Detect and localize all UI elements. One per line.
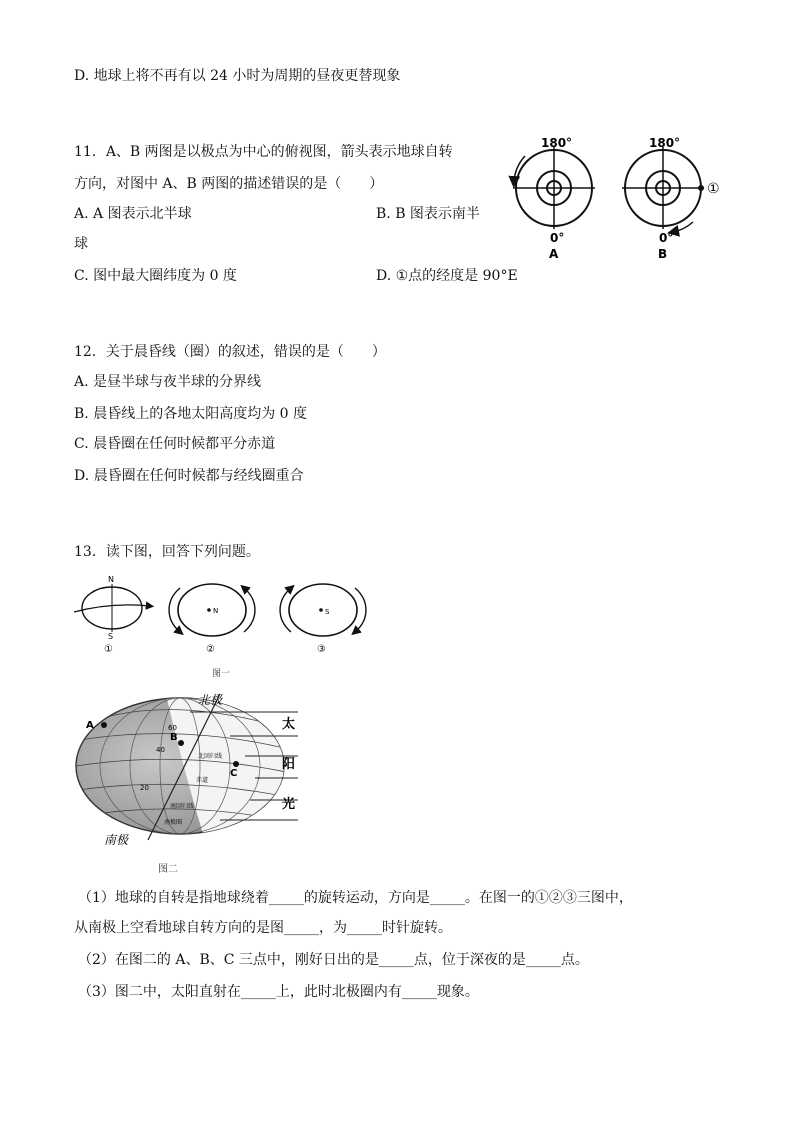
q11-stem-line1: 11．A、B 两图是以极点为中心的俯视图，箭头表示地球自转 [74, 144, 453, 160]
fig2-point-a-label: A [86, 720, 94, 731]
q12-option-d: D. 晨昏圈在任何时候都与经线圈重合 [74, 468, 304, 484]
b-top-longitude-label: 180° [649, 136, 681, 150]
fig1-panel-3 [280, 584, 366, 655]
q13-sub1-line1: （1）地球的自转是指地球绕着_____的旋转运动，方向是_____。在图一的①②③三图中， [78, 890, 633, 906]
q13-sub2: （2）在图二的 A、B、C 三点中，刚好日出的是_____点，位于深夜的是_____点。 [78, 952, 589, 968]
q13-figure-one [70, 572, 380, 682]
q12-option-a: A. 是昼半球与夜半球的分界线 [74, 374, 262, 390]
fig1-3-south-label: S [325, 608, 330, 616]
fig1-caption: 图一 [212, 669, 231, 679]
fig1-number-1: ① [104, 644, 113, 655]
fig2-sunlight-char-1: 太 [282, 717, 296, 732]
fig2-north-pole-label: 北极 [198, 693, 223, 707]
fig1-panel-1 [74, 575, 150, 655]
fig1-2-pole-dot [207, 608, 211, 612]
fig2-sunlight-char-3: 光 [282, 797, 296, 812]
fig1-number-2: ② [206, 644, 215, 655]
fig2-sunlight-char-2: 阳 [282, 757, 296, 772]
fig2-point-a-marker [101, 722, 107, 728]
fig2-tropic-north-label: 北回归线 [198, 753, 223, 760]
fig1-2-north-label: N [213, 607, 219, 615]
q11-option-b-continued: 球 [74, 236, 88, 252]
fig2-lat-60: 60 [168, 724, 177, 732]
q11-option-a: A. A 图表示北半球 [74, 206, 192, 222]
b-figure-name: B [658, 247, 668, 261]
q11-option-b: B. B 图表示南半 [376, 206, 480, 222]
fig2-antarctic-circle-label: 南极圈 [164, 819, 183, 826]
q13-stem: 13．读下图，回答下列问题。 [74, 544, 260, 560]
q10-option-d: D. 地球上将不再有以 24 小时为周期的昼夜更替现象 [74, 68, 401, 84]
fig2-lat-20: 20 [140, 784, 149, 792]
a-figure-name: A [549, 247, 559, 261]
q13-sub1-line2: 从南极上空看地球自转方向的是图_____，为_____时针旋转。 [74, 920, 452, 936]
q11-stem-line2: 方向，对图中 A、B 两图的描述错误的是（ ） [74, 176, 384, 192]
fig2-point-c-label: C [230, 768, 238, 779]
b-bottom-longitude-label: 0° [659, 231, 674, 245]
polar-view-b [622, 136, 720, 261]
fig1-number-3: ③ [317, 644, 326, 655]
q11-option-d: D. ①点的经度是 90°E [376, 268, 518, 284]
fig1-3-pole-dot [319, 608, 323, 612]
fig2-south-pole-label: 南极 [104, 833, 129, 847]
q11-option-c: C. 图中最大圈纬度为 0 度 [74, 268, 237, 284]
fig2-point-b-label: B [170, 732, 178, 743]
fig1-south-label: S [108, 632, 114, 641]
b-point-one-marker [698, 185, 704, 191]
fig2-point-b-marker [178, 740, 184, 746]
fig2-caption: 图二 [158, 864, 178, 875]
fig2-equator-label: 赤道 [196, 777, 209, 784]
a-rotation-arrow [514, 156, 525, 182]
fig2-tropic-south-label: 南回归线 [170, 803, 195, 810]
fig2-lat-40: 40 [156, 746, 165, 754]
fig2-point-c-marker [233, 761, 239, 767]
q12-stem: 12．关于晨昏线（圈）的叙述，错误的是（ ） [74, 344, 386, 360]
fig1-north-label: N [108, 575, 114, 584]
a-top-longitude-label: 180° [541, 136, 573, 150]
q12-option-c: C. 晨昏圈在任何时候都平分赤道 [74, 436, 276, 452]
a-bottom-longitude-label: 0° [550, 231, 565, 245]
q11-polar-views-figure [505, 132, 730, 264]
q13-figure-two [70, 690, 310, 880]
fig1-3-earth-outline [289, 584, 357, 636]
fig1-2-earth-outline [178, 584, 246, 636]
q13-sub3: （3）图二中，太阳直射在_____上，此时北极圈内有_____现象。 [78, 984, 479, 1000]
polar-view-a [513, 136, 595, 261]
b-point-one-label: ① [707, 181, 720, 197]
fig1-panel-2 [169, 584, 255, 655]
q12-option-b: B. 晨昏线上的各地太阳高度均为 0 度 [74, 406, 307, 422]
